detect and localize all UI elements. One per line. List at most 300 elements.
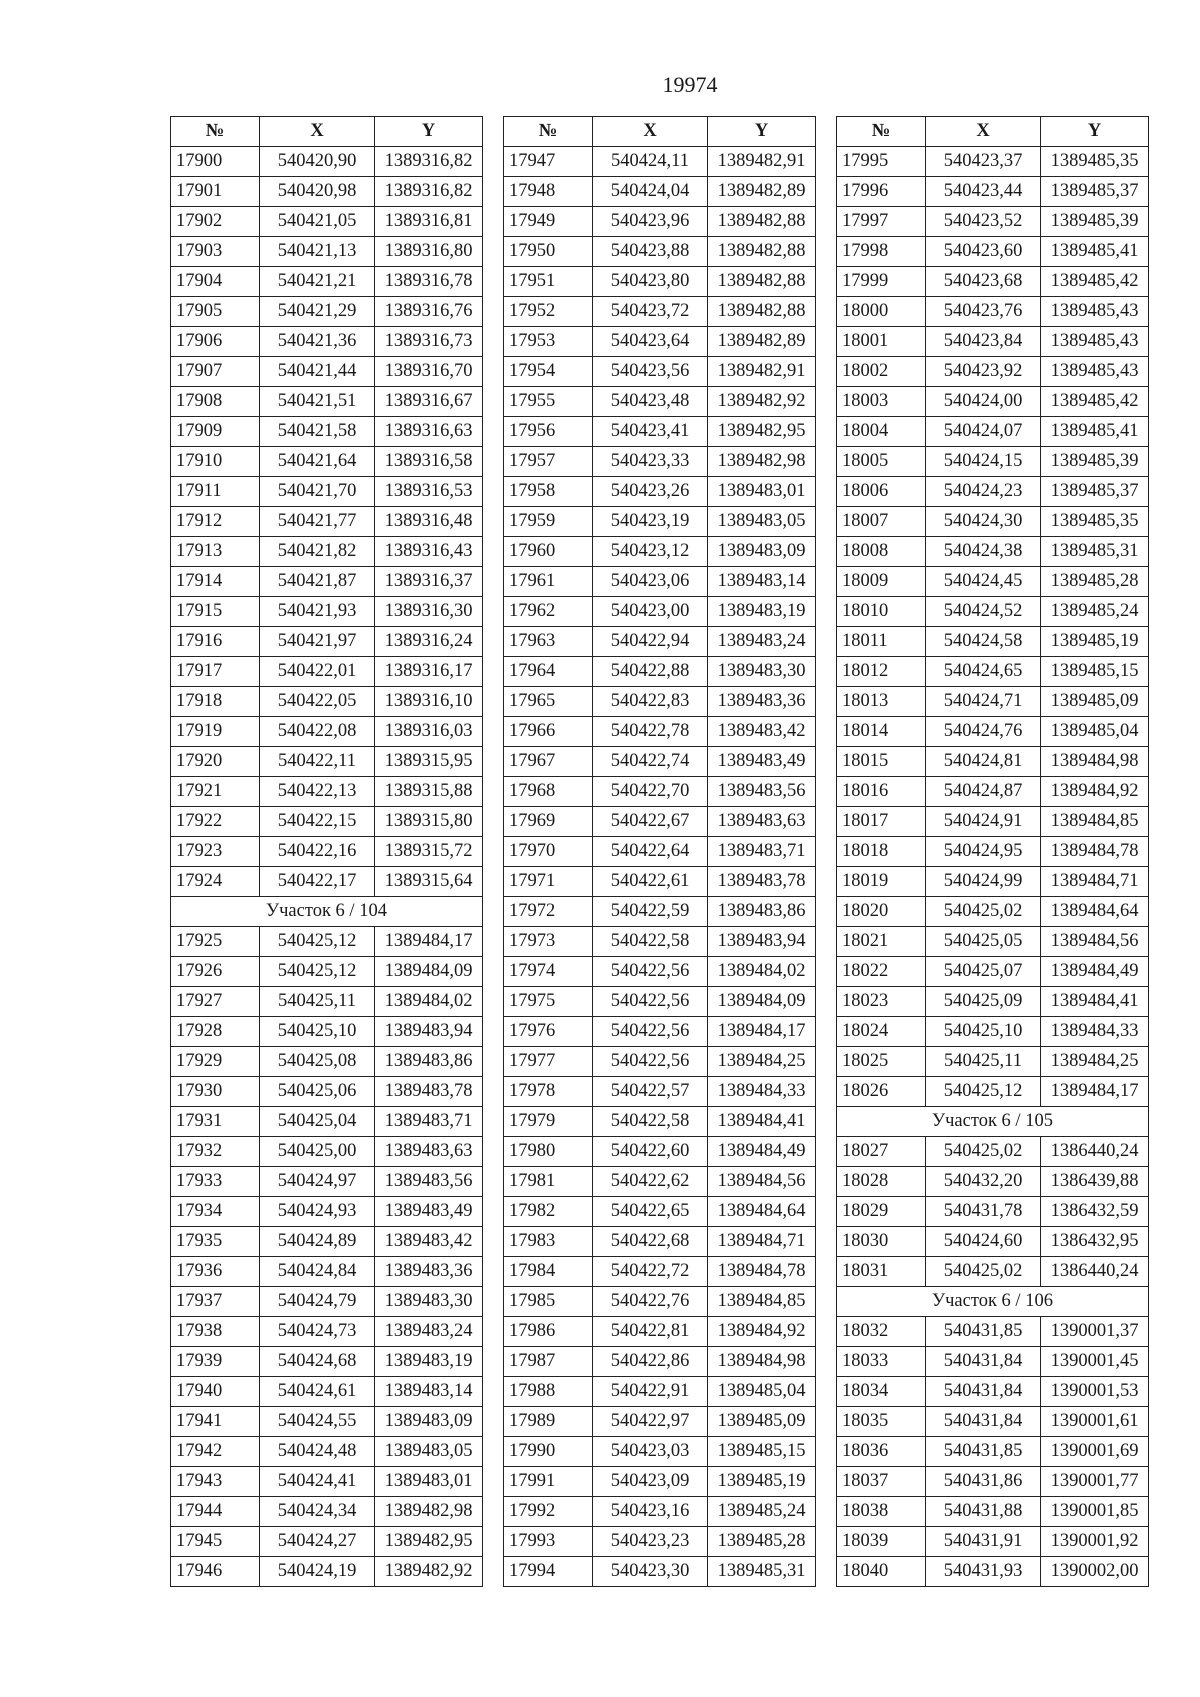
- table-row: [171, 807, 483, 837]
- x-coordinate-cell: 540424,11: [593, 147, 708, 177]
- x-coordinate-cell: 540420,90: [260, 147, 375, 177]
- table-row: [171, 1437, 483, 1467]
- point-number-cell: 17987: [504, 1347, 593, 1377]
- x-coordinate-cell: 540425,09: [926, 987, 1041, 1017]
- y-coordinate-cell: 1389483,14: [708, 567, 816, 597]
- point-number-cell: 17926: [171, 957, 260, 987]
- x-coordinate-cell: 540431,84: [926, 1407, 1041, 1437]
- section-row: [171, 897, 483, 927]
- point-number-cell: 17953: [504, 327, 593, 357]
- point-number-cell: 18020: [837, 897, 926, 927]
- point-number-cell: 18017: [837, 807, 926, 837]
- x-coordinate-cell: 540422,62: [593, 1167, 708, 1197]
- y-coordinate-cell: 1389484,56: [1041, 927, 1149, 957]
- x-coordinate-cell: 540424,71: [926, 687, 1041, 717]
- point-number-cell: 17974: [504, 957, 593, 987]
- table-row: [504, 177, 816, 207]
- table-row: [171, 147, 483, 177]
- y-coordinate-cell: 1389482,91: [708, 147, 816, 177]
- x-coordinate-cell: 540422,05: [260, 687, 375, 717]
- table-row: [837, 1557, 1149, 1587]
- table-row: [171, 507, 483, 537]
- table-row: [504, 897, 816, 927]
- table-row: [837, 327, 1149, 357]
- point-number-cell: 17925: [171, 927, 260, 957]
- table-row: [504, 1167, 816, 1197]
- y-coordinate-cell: 1389484,49: [1041, 957, 1149, 987]
- table-row: [504, 237, 816, 267]
- y-coordinate-cell: 1390001,45: [1041, 1347, 1149, 1377]
- y-coordinate-cell: 1389316,73: [375, 327, 483, 357]
- point-number-cell: 18035: [837, 1407, 926, 1437]
- x-coordinate-cell: 540423,33: [593, 447, 708, 477]
- y-coordinate-cell: 1389483,24: [708, 627, 816, 657]
- point-number-cell: 17952: [504, 297, 593, 327]
- x-coordinate-cell: 540421,58: [260, 417, 375, 447]
- table-row: [504, 1047, 816, 1077]
- y-coordinate-cell: 1389483,71: [375, 1107, 483, 1137]
- y-coordinate-cell: 1389484,02: [708, 957, 816, 987]
- y-coordinate-cell: 1389484,98: [1041, 747, 1149, 777]
- point-number-cell: 17931: [171, 1107, 260, 1137]
- table-row: [837, 1407, 1149, 1437]
- point-number-cell: 17980: [504, 1137, 593, 1167]
- x-coordinate-cell: 540422,86: [593, 1347, 708, 1377]
- point-number-cell: 17976: [504, 1017, 593, 1047]
- table-row: [504, 327, 816, 357]
- table-row: [171, 177, 483, 207]
- x-coordinate-cell: 540424,99: [926, 867, 1041, 897]
- point-number-cell: 17933: [171, 1167, 260, 1197]
- table-row: [837, 897, 1149, 927]
- x-coordinate-cell: 540423,41: [593, 417, 708, 447]
- point-number-cell: 17932: [171, 1137, 260, 1167]
- y-coordinate-cell: 1389482,88: [708, 267, 816, 297]
- x-coordinate-cell: 540423,19: [593, 507, 708, 537]
- table-row: [171, 267, 483, 297]
- y-coordinate-cell: 1389485,15: [708, 1437, 816, 1467]
- point-number-cell: 17964: [504, 657, 593, 687]
- y-coordinate-cell: 1389316,10: [375, 687, 483, 717]
- y-coordinate-cell: 1389316,78: [375, 267, 483, 297]
- x-coordinate-cell: 540422,57: [593, 1077, 708, 1107]
- point-number-cell: 18016: [837, 777, 926, 807]
- x-coordinate-cell: 540421,70: [260, 477, 375, 507]
- table-row: [171, 957, 483, 987]
- point-number-cell: 17985: [504, 1287, 593, 1317]
- table-row: [171, 717, 483, 747]
- point-number-cell: 17941: [171, 1407, 260, 1437]
- point-number-cell: 18013: [837, 687, 926, 717]
- table-header-row: [837, 117, 1149, 147]
- header-y: Y: [375, 117, 483, 147]
- table-row: [837, 627, 1149, 657]
- table-row: [837, 1257, 1149, 1287]
- table-row: [837, 1167, 1149, 1197]
- y-coordinate-cell: 1389316,53: [375, 477, 483, 507]
- y-coordinate-cell: 1389484,64: [708, 1197, 816, 1227]
- x-coordinate-cell: 540422,91: [593, 1377, 708, 1407]
- y-coordinate-cell: 1389483,56: [375, 1167, 483, 1197]
- x-coordinate-cell: 540424,97: [260, 1167, 375, 1197]
- x-coordinate-cell: 540422,97: [593, 1407, 708, 1437]
- x-coordinate-cell: 540423,12: [593, 537, 708, 567]
- point-number-cell: 17921: [171, 777, 260, 807]
- y-coordinate-cell: 1389483,19: [708, 597, 816, 627]
- y-coordinate-cell: 1389483,49: [375, 1197, 483, 1227]
- table-row: [171, 1257, 483, 1287]
- point-number-cell: 17909: [171, 417, 260, 447]
- x-coordinate-cell: 540424,45: [926, 567, 1041, 597]
- point-number-cell: 17971: [504, 867, 593, 897]
- point-number-cell: 17907: [171, 357, 260, 387]
- x-coordinate-cell: 540421,51: [260, 387, 375, 417]
- point-number-cell: 17998: [837, 237, 926, 267]
- table-row: [171, 477, 483, 507]
- table-row: [837, 1527, 1149, 1557]
- y-coordinate-cell: 1389485,04: [1041, 717, 1149, 747]
- table-row: [837, 807, 1149, 837]
- x-coordinate-cell: 540424,04: [593, 177, 708, 207]
- point-number-cell: 18014: [837, 717, 926, 747]
- table-row: [171, 927, 483, 957]
- table-row: [171, 687, 483, 717]
- x-coordinate-cell: 540422,56: [593, 957, 708, 987]
- header-no: №: [504, 117, 593, 147]
- point-number-cell: 17911: [171, 477, 260, 507]
- y-coordinate-cell: 1389483,09: [375, 1407, 483, 1437]
- x-coordinate-cell: 540422,64: [593, 837, 708, 867]
- x-coordinate-cell: 540421,77: [260, 507, 375, 537]
- point-number-cell: 17981: [504, 1167, 593, 1197]
- x-coordinate-cell: 540425,10: [926, 1017, 1041, 1047]
- table-row: [504, 1557, 816, 1587]
- x-coordinate-cell: 540425,05: [926, 927, 1041, 957]
- y-coordinate-cell: 1389482,89: [708, 177, 816, 207]
- section-label: Участок 6 / 104: [171, 897, 483, 927]
- table-row: [171, 1407, 483, 1437]
- y-coordinate-cell: 1389316,81: [375, 207, 483, 237]
- point-number-cell: 17918: [171, 687, 260, 717]
- table-row: [504, 687, 816, 717]
- point-number-cell: 17997: [837, 207, 926, 237]
- y-coordinate-cell: 1389485,42: [1041, 387, 1149, 417]
- x-coordinate-cell: 540424,41: [260, 1467, 375, 1497]
- y-coordinate-cell: 1389484,25: [1041, 1047, 1149, 1077]
- page-number: 19974: [662, 72, 718, 97]
- point-number-cell: 18026: [837, 1077, 926, 1107]
- section-row: [837, 1287, 1149, 1317]
- x-coordinate-cell: 540425,08: [260, 1047, 375, 1077]
- table-row: [504, 1197, 816, 1227]
- point-number-cell: 17928: [171, 1017, 260, 1047]
- y-coordinate-cell: 1389484,49: [708, 1137, 816, 1167]
- point-number-cell: 17970: [504, 837, 593, 867]
- x-coordinate-cell: 540422,88: [593, 657, 708, 687]
- header-no: №: [171, 117, 260, 147]
- y-coordinate-cell: 1386440,24: [1041, 1257, 1149, 1287]
- table-row: [504, 297, 816, 327]
- x-coordinate-cell: 540423,80: [593, 267, 708, 297]
- x-coordinate-cell: 540424,95: [926, 837, 1041, 867]
- x-coordinate-cell: 540421,82: [260, 537, 375, 567]
- x-coordinate-cell: 540421,97: [260, 627, 375, 657]
- y-coordinate-cell: 1389484,17: [708, 1017, 816, 1047]
- table-row: [504, 747, 816, 777]
- table-row: [171, 597, 483, 627]
- y-coordinate-cell: 1390001,37: [1041, 1317, 1149, 1347]
- y-coordinate-cell: 1389482,98: [708, 447, 816, 477]
- table-row: [837, 207, 1149, 237]
- y-coordinate-cell: 1389482,92: [375, 1557, 483, 1587]
- table-row: [171, 1377, 483, 1407]
- point-number-cell: 17989: [504, 1407, 593, 1437]
- table-row: [171, 537, 483, 567]
- x-coordinate-cell: 540432,20: [926, 1167, 1041, 1197]
- x-coordinate-cell: 540425,02: [926, 897, 1041, 927]
- y-coordinate-cell: 1389315,64: [375, 867, 483, 897]
- y-coordinate-cell: 1389485,39: [1041, 207, 1149, 237]
- point-number-cell: 18012: [837, 657, 926, 687]
- y-coordinate-cell: 1389483,94: [375, 1017, 483, 1047]
- point-number-cell: 17996: [837, 177, 926, 207]
- point-number-cell: 18021: [837, 927, 926, 957]
- point-number-cell: 17948: [504, 177, 593, 207]
- y-coordinate-cell: 1389483,19: [375, 1347, 483, 1377]
- y-coordinate-cell: 1389485,28: [1041, 567, 1149, 597]
- point-number-cell: 18005: [837, 447, 926, 477]
- x-coordinate-cell: 540424,07: [926, 417, 1041, 447]
- x-coordinate-cell: 540422,60: [593, 1137, 708, 1167]
- y-coordinate-cell: 1389482,92: [708, 387, 816, 417]
- y-coordinate-cell: 1389483,63: [375, 1137, 483, 1167]
- table-row: [504, 927, 816, 957]
- table-row: [171, 1167, 483, 1197]
- x-coordinate-cell: 540424,15: [926, 447, 1041, 477]
- x-coordinate-cell: 540424,58: [926, 627, 1041, 657]
- point-number-cell: 17913: [171, 537, 260, 567]
- point-number-cell: 18000: [837, 297, 926, 327]
- point-number-cell: 18024: [837, 1017, 926, 1047]
- x-coordinate-cell: 540423,88: [593, 237, 708, 267]
- y-coordinate-cell: 1390001,69: [1041, 1437, 1149, 1467]
- table-row: [504, 867, 816, 897]
- y-coordinate-cell: 1386432,95: [1041, 1227, 1149, 1257]
- y-coordinate-cell: 1389483,49: [708, 747, 816, 777]
- point-number-cell: 17914: [171, 567, 260, 597]
- x-coordinate-cell: 540425,00: [260, 1137, 375, 1167]
- y-coordinate-cell: 1389316,24: [375, 627, 483, 657]
- x-coordinate-cell: 540423,72: [593, 297, 708, 327]
- point-number-cell: 17961: [504, 567, 593, 597]
- y-coordinate-cell: 1389482,88: [708, 297, 816, 327]
- y-coordinate-cell: 1389484,41: [1041, 987, 1149, 1017]
- x-coordinate-cell: 540431,85: [926, 1437, 1041, 1467]
- point-number-cell: 17983: [504, 1227, 593, 1257]
- x-coordinate-cell: 540422,68: [593, 1227, 708, 1257]
- table-row: [171, 237, 483, 267]
- y-coordinate-cell: 1389484,09: [375, 957, 483, 987]
- y-coordinate-cell: 1389483,42: [375, 1227, 483, 1257]
- x-coordinate-cell: 540425,12: [926, 1077, 1041, 1107]
- header-x: X: [260, 117, 375, 147]
- point-number-cell: 18027: [837, 1137, 926, 1167]
- table-row: [837, 1137, 1149, 1167]
- point-number-cell: 17988: [504, 1377, 593, 1407]
- point-number-cell: 17930: [171, 1077, 260, 1107]
- table-row: [504, 717, 816, 747]
- y-coordinate-cell: 1389483,09: [708, 537, 816, 567]
- table-row: [171, 627, 483, 657]
- y-coordinate-cell: 1389482,98: [375, 1497, 483, 1527]
- table-row: [504, 1497, 816, 1527]
- table-row: [837, 987, 1149, 1017]
- point-number-cell: 17962: [504, 597, 593, 627]
- x-coordinate-cell: 540424,48: [260, 1437, 375, 1467]
- point-number-cell: 18001: [837, 327, 926, 357]
- y-coordinate-cell: 1389482,95: [375, 1527, 483, 1557]
- point-number-cell: 17947: [504, 147, 593, 177]
- y-coordinate-cell: 1389484,09: [708, 987, 816, 1017]
- x-coordinate-cell: 540424,79: [260, 1287, 375, 1317]
- table-row: [837, 477, 1149, 507]
- table-row: [171, 777, 483, 807]
- section-label: Участок 6 / 106: [837, 1287, 1149, 1317]
- x-coordinate-cell: 540422,67: [593, 807, 708, 837]
- point-number-cell: 18029: [837, 1197, 926, 1227]
- point-number-cell: 17901: [171, 177, 260, 207]
- y-coordinate-cell: 1389482,95: [708, 417, 816, 447]
- coordinates-table-1: [170, 116, 483, 1587]
- header-y: Y: [1041, 117, 1149, 147]
- x-coordinate-cell: 540425,11: [926, 1047, 1041, 1077]
- table-row: [504, 777, 816, 807]
- x-coordinate-cell: 540421,29: [260, 297, 375, 327]
- y-coordinate-cell: 1389482,91: [708, 357, 816, 387]
- y-coordinate-cell: 1386432,59: [1041, 1197, 1149, 1227]
- x-coordinate-cell: 540424,93: [260, 1197, 375, 1227]
- y-coordinate-cell: 1389485,19: [1041, 627, 1149, 657]
- table-row: [171, 1317, 483, 1347]
- point-number-cell: 17923: [171, 837, 260, 867]
- x-coordinate-cell: 540424,91: [926, 807, 1041, 837]
- y-coordinate-cell: 1389485,04: [708, 1377, 816, 1407]
- table-row: [504, 387, 816, 417]
- table-row: [504, 567, 816, 597]
- x-coordinate-cell: 540424,73: [260, 1317, 375, 1347]
- x-coordinate-cell: 540423,48: [593, 387, 708, 417]
- y-coordinate-cell: 1389485,43: [1041, 297, 1149, 327]
- point-number-cell: 17979: [504, 1107, 593, 1137]
- y-coordinate-cell: 1389316,58: [375, 447, 483, 477]
- x-coordinate-cell: 540420,98: [260, 177, 375, 207]
- table-row: [504, 657, 816, 687]
- y-coordinate-cell: 1389316,48: [375, 507, 483, 537]
- point-number-cell: 17915: [171, 597, 260, 627]
- point-number-cell: 17935: [171, 1227, 260, 1257]
- y-coordinate-cell: 1390001,77: [1041, 1467, 1149, 1497]
- y-coordinate-cell: 1389315,95: [375, 747, 483, 777]
- y-coordinate-cell: 1389483,05: [708, 507, 816, 537]
- y-coordinate-cell: 1389485,15: [1041, 657, 1149, 687]
- point-number-cell: 17990: [504, 1437, 593, 1467]
- x-coordinate-cell: 540424,65: [926, 657, 1041, 687]
- table-row: [837, 267, 1149, 297]
- y-coordinate-cell: 1389485,24: [1041, 597, 1149, 627]
- table-row: [171, 1197, 483, 1227]
- point-number-cell: 18007: [837, 507, 926, 537]
- x-coordinate-cell: 540431,84: [926, 1377, 1041, 1407]
- table-row: [504, 507, 816, 537]
- y-coordinate-cell: 1390001,92: [1041, 1527, 1149, 1557]
- x-coordinate-cell: 540424,23: [926, 477, 1041, 507]
- y-coordinate-cell: 1389483,42: [708, 717, 816, 747]
- point-number-cell: 17924: [171, 867, 260, 897]
- table-row: [504, 357, 816, 387]
- point-number-cell: 17991: [504, 1467, 593, 1497]
- point-number-cell: 17995: [837, 147, 926, 177]
- header-y: Y: [708, 117, 816, 147]
- point-number-cell: 17978: [504, 1077, 593, 1107]
- point-number-cell: 17938: [171, 1317, 260, 1347]
- table-row: [171, 1527, 483, 1557]
- point-number-cell: 17960: [504, 537, 593, 567]
- x-coordinate-cell: 540431,84: [926, 1347, 1041, 1377]
- y-coordinate-cell: 1389316,70: [375, 357, 483, 387]
- table-row: [837, 747, 1149, 777]
- y-coordinate-cell: 1389484,64: [1041, 897, 1149, 927]
- point-number-cell: 17951: [504, 267, 593, 297]
- y-coordinate-cell: 1389485,28: [708, 1527, 816, 1557]
- y-coordinate-cell: 1389485,37: [1041, 177, 1149, 207]
- point-number-cell: 17912: [171, 507, 260, 537]
- x-coordinate-cell: 540422,61: [593, 867, 708, 897]
- x-coordinate-cell: 540423,52: [926, 207, 1041, 237]
- point-number-cell: 18010: [837, 597, 926, 627]
- table-row: [171, 1227, 483, 1257]
- y-coordinate-cell: 1389485,35: [1041, 507, 1149, 537]
- y-coordinate-cell: 1389484,98: [708, 1347, 816, 1377]
- x-coordinate-cell: 540431,86: [926, 1467, 1041, 1497]
- x-coordinate-cell: 540425,12: [260, 957, 375, 987]
- table-row: [504, 1107, 816, 1137]
- table-row: [504, 1227, 816, 1257]
- x-coordinate-cell: 540422,16: [260, 837, 375, 867]
- point-number-cell: 18037: [837, 1467, 926, 1497]
- table-row: [504, 597, 816, 627]
- x-coordinate-cell: 540421,36: [260, 327, 375, 357]
- point-number-cell: 17905: [171, 297, 260, 327]
- point-number-cell: 17975: [504, 987, 593, 1017]
- y-coordinate-cell: 1389483,01: [708, 477, 816, 507]
- y-coordinate-cell: 1389483,30: [375, 1287, 483, 1317]
- y-coordinate-cell: 1389484,02: [375, 987, 483, 1017]
- table-row: [171, 297, 483, 327]
- point-number-cell: 17954: [504, 357, 593, 387]
- point-number-cell: 17982: [504, 1197, 593, 1227]
- x-coordinate-cell: 540422,81: [593, 1317, 708, 1347]
- table-row: [504, 267, 816, 297]
- x-coordinate-cell: 540422,56: [593, 1017, 708, 1047]
- point-number-cell: 17984: [504, 1257, 593, 1287]
- x-coordinate-cell: 540422,70: [593, 777, 708, 807]
- point-number-cell: 17943: [171, 1467, 260, 1497]
- x-coordinate-cell: 540423,06: [593, 567, 708, 597]
- table-row: [504, 207, 816, 237]
- point-number-cell: 17950: [504, 237, 593, 267]
- point-number-cell: 17942: [171, 1437, 260, 1467]
- table-row: [504, 147, 816, 177]
